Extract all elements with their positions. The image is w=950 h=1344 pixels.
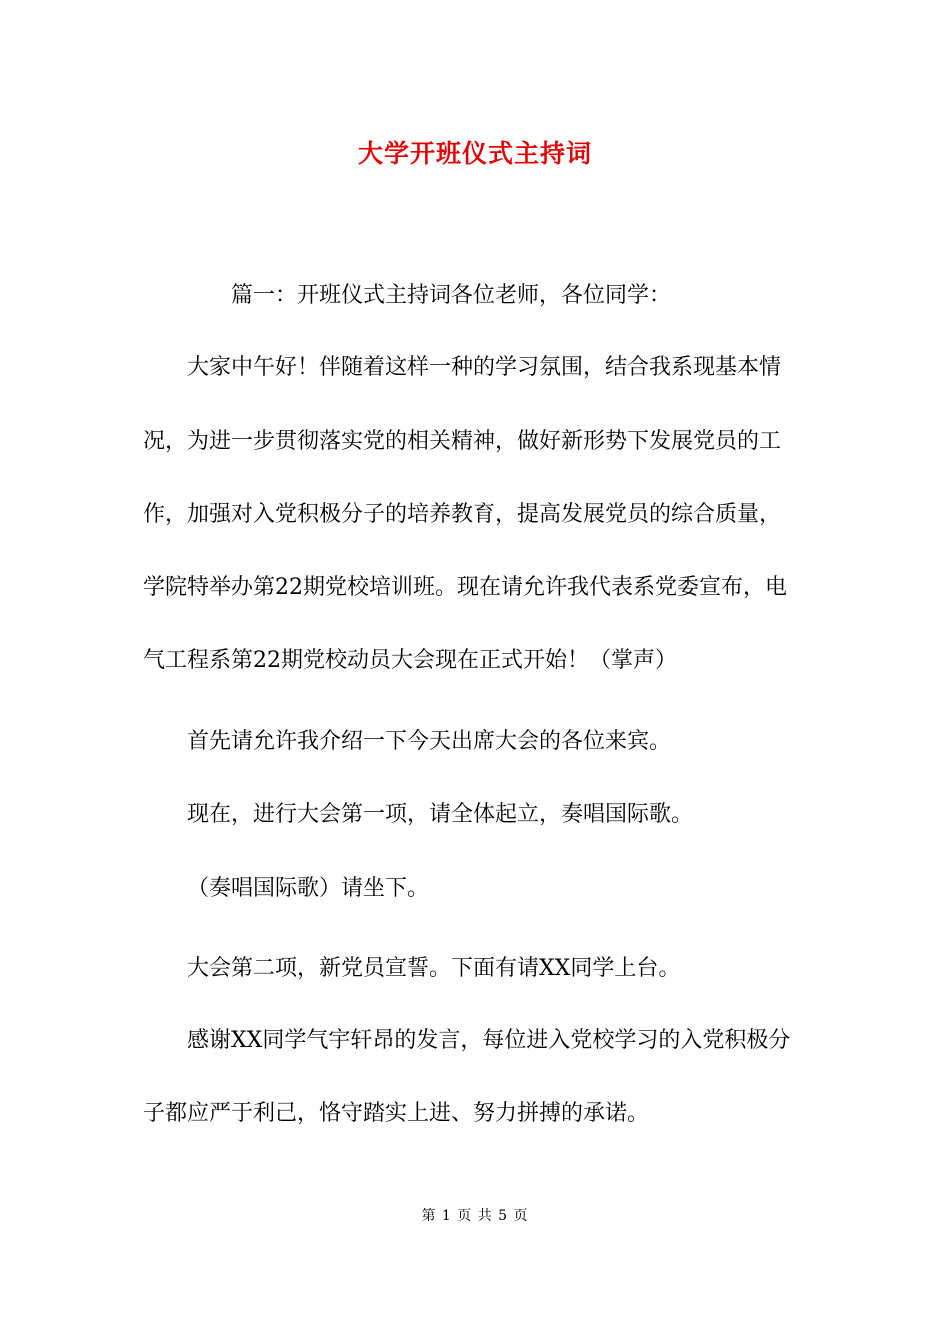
paragraph-line: 子都应严于利己，恪守踏实上进、努力拼搏的承诺。 bbox=[143, 1101, 650, 1126]
paragraph-line: 学院特举办第22期党校培训班。现在请允许我代表系党委宣布，电 bbox=[143, 575, 787, 600]
paragraph-line: 首先请允许我介绍一下今天出席大会的各位来宾。 bbox=[187, 729, 672, 754]
paragraph-line: 作，加强对入党积极分子的培养教育，提高发展党员的综合质量， bbox=[143, 502, 782, 527]
paragraph-line: 气工程系第22期党校动员大会现在正式开始！（掌声） bbox=[143, 648, 677, 673]
document-title: 大学开班仪式主持词 bbox=[357, 139, 592, 168]
paragraph-line: 大会第二项，新党员宣誓。下面有请XX同学上台。 bbox=[187, 956, 681, 981]
paragraph-line: 感谢XX同学气宇轩昂的发言，每位进入党校学习的入党积极分 bbox=[187, 1028, 791, 1053]
page-number-footer: 第 1 页 共 5 页 bbox=[421, 1208, 529, 1224]
paragraph-line: 篇一：开班仪式主持词各位老师，各位同学： bbox=[231, 283, 672, 308]
paragraph-line: 况，为进一步贯彻落实党的相关精神，做好新形势下发展党员的工 bbox=[143, 429, 782, 454]
paragraph-line: 现在，进行大会第一项，请全体起立，奏唱国际歌。 bbox=[187, 802, 694, 827]
paragraph-line: （奏唱国际歌）请坐下。 bbox=[187, 876, 430, 901]
paragraph-line: 大家中午好！伴随着这样一种的学习氛围，结合我系现基本情 bbox=[187, 355, 782, 380]
